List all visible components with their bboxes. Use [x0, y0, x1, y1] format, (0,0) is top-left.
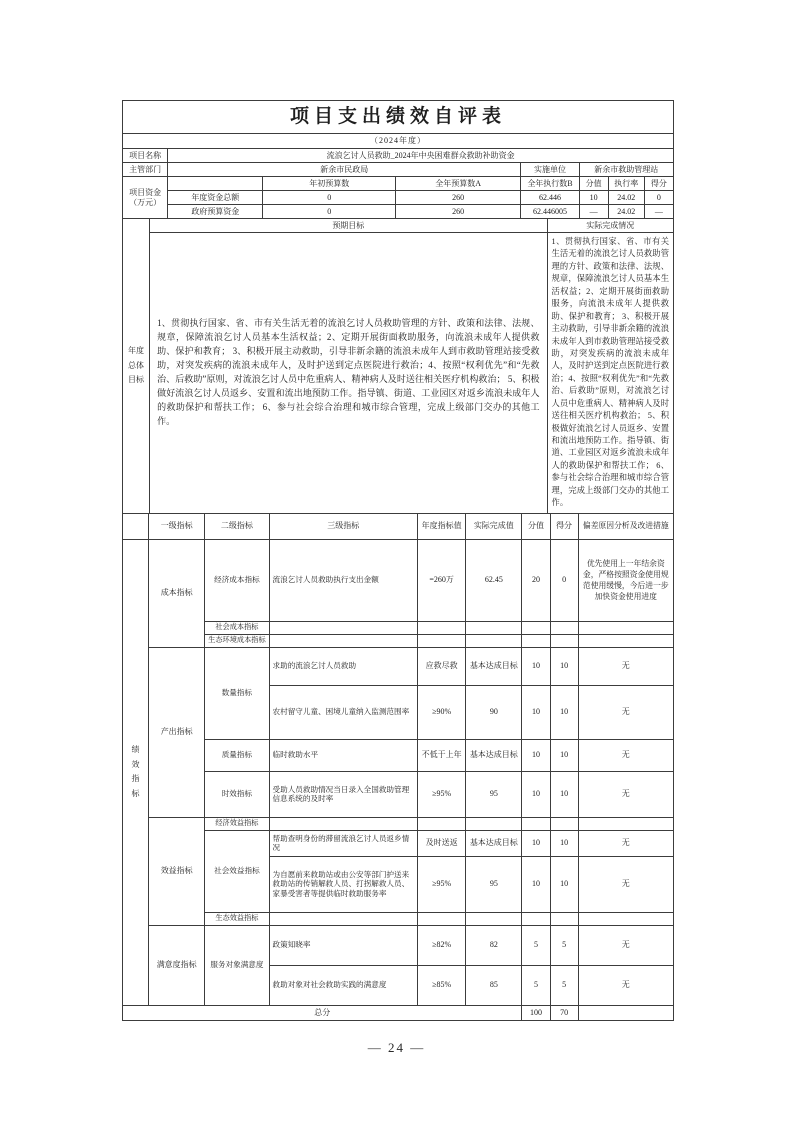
ind-actual: 62.45 [466, 539, 522, 621]
total-label: 总分 [123, 1005, 522, 1020]
ind-deviation: 无 [578, 830, 673, 856]
funds-row-label: 年度资金总额 [168, 191, 263, 205]
impl-label-text: 实施单位 [533, 164, 566, 174]
funds-annual: 260 [395, 191, 520, 205]
ind-target: ≥85% [418, 965, 466, 1005]
ind-head-l2: 二级指标 [205, 513, 269, 539]
funds-group-label: 项目资金（万元） [123, 177, 168, 219]
ind-l3 [269, 634, 418, 647]
total-score: 70 [550, 1005, 578, 1020]
funds-row-label: 政府预算资金 [168, 205, 263, 219]
funds-weight: 10 [579, 191, 608, 205]
ind-actual: 基本达成目标 [466, 647, 522, 685]
ind-deviation [578, 912, 673, 925]
ind-l2-satisfaction: 服务对象满意度 [205, 925, 269, 1005]
funds-head-weight: 分值 [579, 177, 608, 191]
ind-weight [522, 634, 550, 647]
funds-head-annual: 全年预算数A [395, 177, 520, 191]
ind-l2-time: 时效指标 [205, 771, 269, 817]
ind-weight [522, 621, 550, 634]
ind-score: 10 [550, 685, 578, 739]
ind-score: 10 [550, 739, 578, 771]
funds-row-gov [123, 205, 674, 219]
funds-executed: 62.446005 [521, 205, 579, 219]
ind-l1-benefit: 效益指标 [149, 817, 205, 925]
ind-weight: 10 [522, 739, 550, 771]
ind-score: 0 [550, 539, 578, 621]
ind-weight: 10 [522, 830, 550, 856]
ind-head-score: 得分 [550, 513, 578, 539]
ind-head-actual: 实际完成值 [466, 513, 522, 539]
ind-weight: 10 [522, 685, 550, 739]
ind-row-social-1 [123, 830, 674, 856]
ind-row-cost-econ [123, 539, 674, 621]
ind-row-benefit-eco [123, 912, 674, 925]
total-deviation-empty [578, 1005, 673, 1020]
ind-actual [466, 621, 522, 634]
funds-executed: 62.446 [521, 191, 579, 205]
ind-deviation: 无 [578, 925, 673, 965]
ind-row-benefit-econ [123, 817, 674, 830]
ind-l3: 流浪乞讨人员救助执行支出金额 [269, 539, 418, 621]
ind-actual: 基本达成目标 [466, 830, 522, 856]
ind-weight: 20 [522, 539, 550, 621]
ind-target: =260万 [418, 539, 466, 621]
funds-head-executed: 全年执行数B [521, 177, 579, 191]
funds-score: — [644, 205, 673, 219]
head-table [122, 100, 674, 219]
ind-l3: 临时救助水平 [269, 739, 418, 771]
funds-head-rate: 执行率 [608, 177, 644, 191]
ind-row-quantity-1 [123, 647, 674, 685]
ind-score [550, 634, 578, 647]
ind-row-time [123, 771, 674, 817]
ind-target [418, 912, 466, 925]
page-title: 项目支出绩效自评表 [123, 101, 674, 134]
ind-row-cost-eco [123, 634, 674, 647]
ind-weight [522, 912, 550, 925]
ind-row-total [123, 1005, 674, 1020]
ind-weight: 5 [522, 925, 550, 965]
ind-l3: 求助的流浪乞讨人员救助 [269, 647, 418, 685]
ind-score [550, 621, 578, 634]
ind-score: 10 [550, 830, 578, 856]
ind-score: 10 [550, 856, 578, 912]
ind-weight [522, 817, 550, 830]
ind-actual: 95 [466, 856, 522, 912]
indicators-table [122, 513, 674, 1021]
ind-weight: 10 [522, 771, 550, 817]
ind-l3: 帮助查明身份的滞留流浪乞讨人员返乡情况 [269, 830, 418, 856]
ind-actual: 85 [466, 965, 522, 1005]
ind-weight: 10 [522, 856, 550, 912]
project-name-value: 流浪乞讨人员救助_2024年中央困难群众救助补助资金 [168, 149, 674, 163]
ind-deviation: 无 [578, 856, 673, 912]
ind-score: 10 [550, 771, 578, 817]
ind-head-l3: 三级指标 [269, 513, 418, 539]
funds-rate: 24.02 [608, 205, 644, 219]
ind-target: 应救尽救 [418, 647, 466, 685]
ind-l2-quantity: 数量指标 [205, 647, 269, 739]
ind-l3: 为自愿前来救助站或由公安等部门护送来救助站的传销解救人员、打拐解救人员、家暴受害者等提供临时救助服务率 [269, 856, 418, 912]
ind-score: 5 [550, 925, 578, 965]
funds-score: 0 [644, 191, 673, 205]
ind-deviation [578, 817, 673, 830]
ind-target: ≥95% [418, 771, 466, 817]
goal-side-label [123, 219, 150, 514]
ind-row-quality [123, 739, 674, 771]
impl-label [521, 163, 579, 177]
project-name-label: 项目名称 [123, 149, 168, 163]
ind-score [550, 912, 578, 925]
ind-target: ≥95% [418, 856, 466, 912]
page-number: — 24 — [367, 1040, 426, 1055]
funds-initial: 0 [263, 191, 395, 205]
ind-score [550, 817, 578, 830]
ind-score: 5 [550, 965, 578, 1005]
ind-l2-social-benefit: 社会效益指标 [205, 830, 269, 912]
ind-l2-eco-cost: 生态环境成本指标 [205, 634, 269, 647]
ind-weight: 10 [522, 647, 550, 685]
funds-head-initial: 年初预算数 [263, 177, 395, 191]
ind-score: 10 [550, 647, 578, 685]
ind-actual: 95 [466, 771, 522, 817]
funds-empty-cell [168, 177, 263, 191]
ind-side-label [123, 539, 149, 1005]
ind-l2-econ-benefit: 经济效益指标 [205, 817, 269, 830]
evaluation-form [122, 100, 674, 1021]
ind-target [418, 634, 466, 647]
ind-l2-quality: 质量指标 [205, 739, 269, 771]
ind-target: 不低于上年 [418, 739, 466, 771]
ind-l3 [269, 912, 418, 925]
funds-rate: 24.02 [608, 191, 644, 205]
ind-l3 [269, 817, 418, 830]
goal-table [122, 218, 674, 514]
ind-deviation: 无 [578, 771, 673, 817]
page-subtitle: （2024年度） [123, 134, 674, 149]
ind-head-corner [123, 513, 149, 539]
ind-deviation: 无 [578, 685, 673, 739]
ind-row-sat-1 [123, 925, 674, 965]
ind-head-weight: 分值 [522, 513, 550, 539]
ind-target [418, 817, 466, 830]
funds-annual: 260 [395, 205, 520, 219]
funds-row-total [123, 191, 674, 205]
ind-actual [466, 912, 522, 925]
ind-target [418, 621, 466, 634]
ind-l2-econ-cost: 经济成本指标 [205, 539, 269, 621]
ind-l2-social-cost: 社会成本指标 [205, 621, 269, 634]
total-weight: 100 [522, 1005, 550, 1020]
ind-l3: 救助对象对社会救助实践的满意度 [269, 965, 418, 1005]
ind-l1-satisfaction: 满意度指标 [149, 925, 205, 1005]
ind-l3: 农村留守儿童、困境儿童纳入监测范围率 [269, 685, 418, 739]
ind-actual [466, 817, 522, 830]
dept-label: 主管部门 [123, 163, 168, 177]
funds-initial: 0 [263, 205, 395, 219]
ind-actual [466, 634, 522, 647]
funds-weight: — [579, 205, 608, 219]
ind-deviation [578, 621, 673, 634]
ind-l3: 政策知晓率 [269, 925, 418, 965]
ind-deviation: 无 [578, 965, 673, 1005]
ind-head-l1: 一级指标 [149, 513, 205, 539]
impl-value: 新余市救助管理站 [579, 163, 673, 177]
ind-target: ≥82% [418, 925, 466, 965]
ind-head-deviation: 偏差原因分析及改进措施 [578, 513, 673, 539]
ind-deviation [578, 634, 673, 647]
funds-head-score: 得分 [644, 177, 673, 191]
ind-side-label-text: 绩效指标 [131, 745, 140, 798]
ind-weight: 5 [522, 965, 550, 1005]
ind-actual: 90 [466, 685, 522, 739]
goal-expected-text: 1、贯彻执行国家、省、市有关生活无着的流浪乞讨人员救助管理的方针、政策和法律、法规、规章，保障流浪乞讨人员基本生活权益；2、定期开展街面救助服务，向流浪未成年人提供救助、保护和教育； 3、积极开展主动救助，引导非新余籍的流浪未成年人到市救助管理站接受救助，对突发疾病的流浪未成年人，及时护送到定点医院进行救治；4、按照“权利优先”和“先救治、后救助”原则，对流浪乞讨人员中危重病人、精神病人及时送往相关医疗机构救治； 5、积极做好流浪乞讨人员返乡、安置和流出地预防工作。指导镇、街道、工业园区对返乡流浪未成年人的救助保护和帮扶工作； 6、参与社会综合治理和城市综合管理，完成上级部门交办的其他工作。 [150, 233, 547, 514]
dept-value: 新余市民政局 [168, 163, 521, 177]
ind-deviation: 无 [578, 647, 673, 685]
ind-deviation: 优先使用上一年结余资金，严格按照资金使用规范使用缓慢，今后进一步加快资金使用进度 [578, 539, 673, 621]
ind-deviation: 无 [578, 739, 673, 771]
ind-actual: 基本达成目标 [466, 739, 522, 771]
ind-head-target: 年度指标值 [418, 513, 466, 539]
ind-l2-eco-benefit: 生态效益指标 [205, 912, 269, 925]
ind-l1-cost: 成本指标 [149, 539, 205, 647]
ind-l1-output: 产出指标 [149, 647, 205, 817]
ind-l3 [269, 621, 418, 634]
ind-target: 及时送返 [418, 830, 466, 856]
ind-actual: 82 [466, 925, 522, 965]
ind-target: ≥90% [418, 685, 466, 739]
ind-l3: 受助人员救助情况当日录入全国救助管理信息系统的及时率 [269, 771, 418, 817]
goal-actual-text: 1、贯彻执行国家、省、市有关生活无着的流浪乞讨人员救助管理的方针、政策和法律、法规、规章，保障流浪乞讨人员基本生活权益；2、定期开展街面救助服务，向流浪未成年人提供救助、保护和教育； 3、积极开展主动救助，引导非新余籍的流浪未成年人到市救助管理站接受救助，对突发疾病的流浪未成年人，及时护送到定点医院进行救治；4、按照“权利优先”和“先救治、后救助”原则，对流浪乞讨人员中危重病人、精神病人及时送往相关医疗机构救治； 5、积极做好流浪乞讨人员返乡、安置和流出地预防工作。指导镇、街道、工业园区对返乡流浪未成年人的救助保护和帮扶工作； 6、参与社会综合治理和城市综合管理，完成上级部门交办的其他工作。 [547, 233, 673, 514]
goal-side-label-text: 年度总体目标 [128, 346, 145, 384]
goal-actual-header: 实际完成情况 [547, 219, 673, 233]
goal-expected-header: 预期目标 [150, 219, 547, 233]
ind-row-cost-social [123, 621, 674, 634]
